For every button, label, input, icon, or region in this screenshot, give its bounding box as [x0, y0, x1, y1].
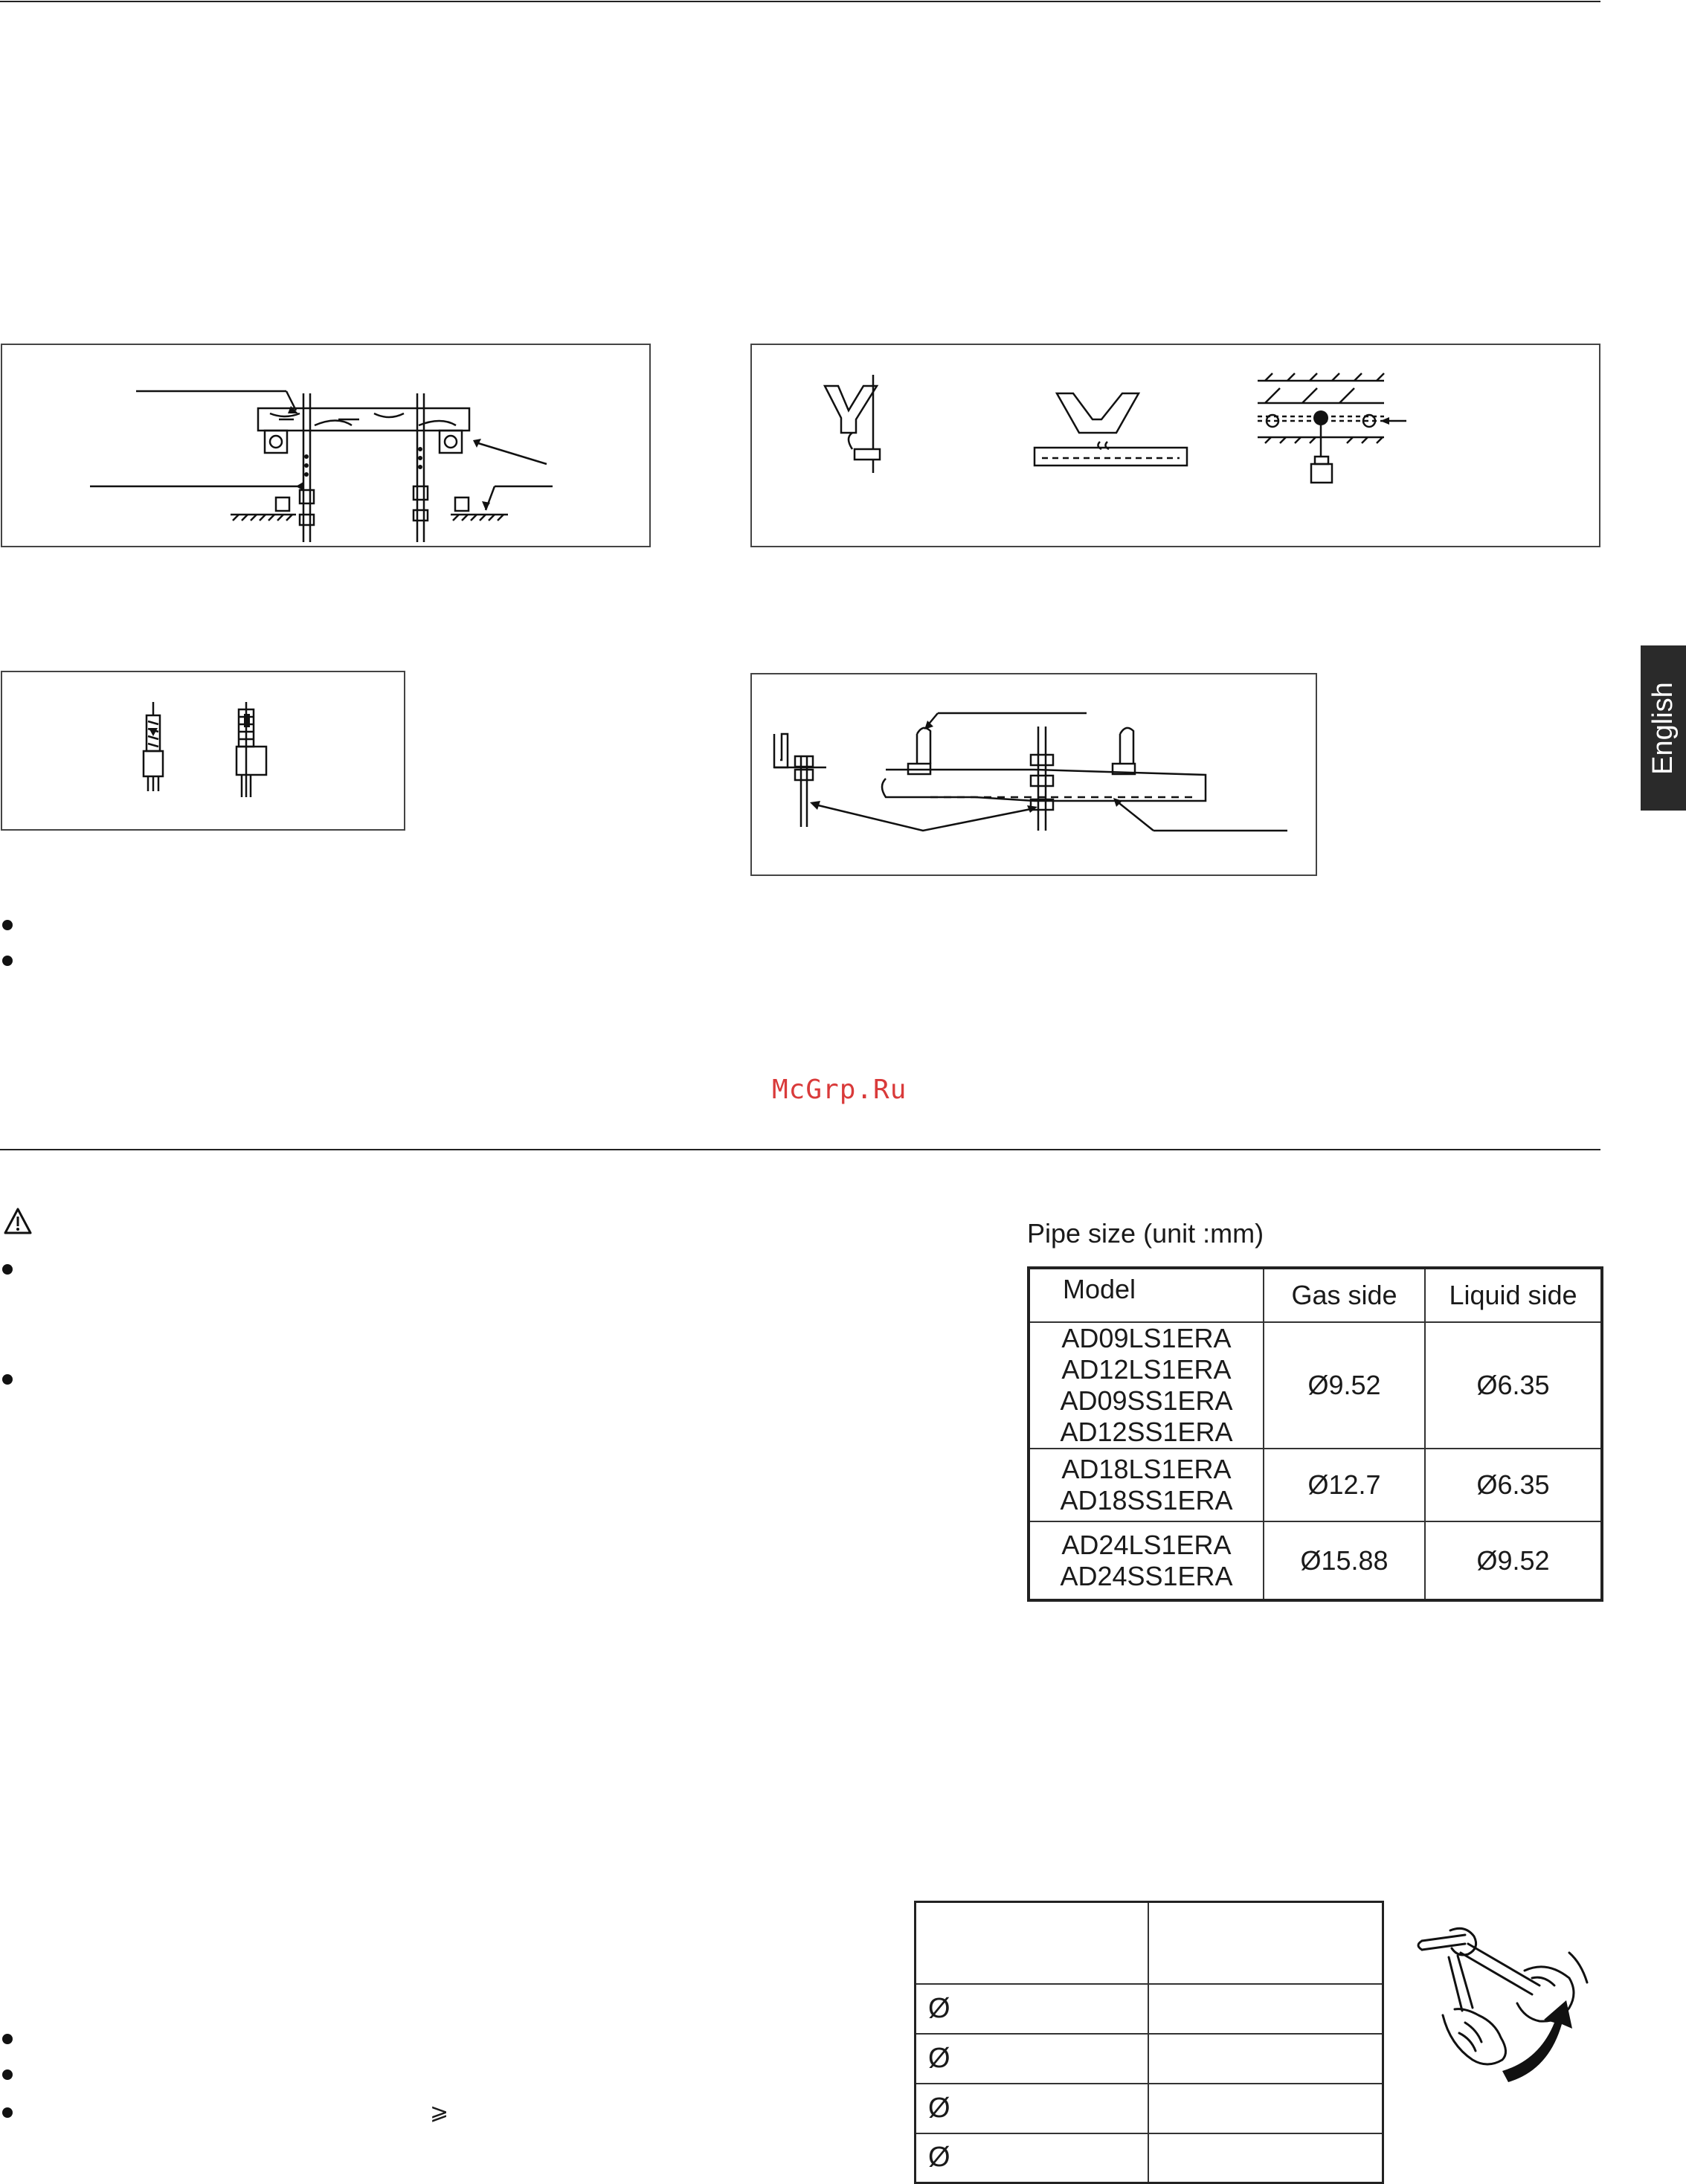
model-name: AD12LS1ERA — [1061, 1354, 1232, 1385]
torque-table — [914, 1901, 1384, 2184]
section-divider — [0, 1149, 1600, 1150]
model-cell — [1029, 1521, 1264, 1600]
torque-header-cell — [916, 1902, 1148, 1984]
model-name: AD24SS1ERA — [1060, 1560, 1233, 1591]
table-row — [916, 2034, 1383, 2084]
language-tab-label: English — [1647, 681, 1679, 775]
bullet-dot-icon — [2, 2107, 13, 2118]
hanging-bolt-diagram — [752, 674, 1319, 877]
greater-equal-symbol: ⩾ — [430, 2100, 449, 2125]
torque-value-cell — [1148, 2084, 1383, 2133]
model-cell — [1029, 1322, 1264, 1449]
model-name: AD12SS1ERA — [1060, 1417, 1233, 1447]
wood-beam-diagram — [2, 345, 652, 549]
torque-value-cell — [1148, 2133, 1383, 2183]
pipe-size-table — [1027, 1266, 1603, 1602]
table-header-row — [1029, 1268, 1602, 1322]
liquid-side-cell: Ø6.35 — [1425, 1322, 1602, 1449]
diameter-cell: Ø — [916, 2034, 1148, 2084]
model-name: AD24LS1ERA — [1061, 1529, 1232, 1560]
top-rule — [0, 1, 1600, 2]
figure-steel-anchors — [750, 344, 1600, 547]
torque-value-cell — [1148, 2034, 1383, 2084]
bullet-dot-icon — [2, 1264, 13, 1275]
model-name: AD18SS1ERA — [1060, 1485, 1233, 1515]
figure-anchor-bolts — [1, 671, 405, 831]
header-liquid-side: Liquid side — [1425, 1268, 1602, 1322]
bullet-dot-icon — [2, 1374, 13, 1385]
table-row — [1029, 1521, 1602, 1600]
table-row — [916, 1984, 1383, 2034]
anchor-bolt-diagram — [2, 672, 407, 832]
language-tab — [1641, 645, 1686, 811]
table-row — [1029, 1449, 1602, 1521]
model-cell — [1029, 1449, 1264, 1521]
table-row — [916, 2133, 1383, 2183]
warning-triangle-icon — [3, 1207, 33, 1239]
liquid-side-cell: Ø6.35 — [1425, 1449, 1602, 1521]
bullet-dot-icon — [2, 2069, 13, 2080]
watermark: McGrp.Ru — [772, 1075, 907, 1105]
liquid-side-cell: Ø9.52 — [1425, 1521, 1602, 1600]
wrench-hand-icon — [1413, 1911, 1592, 2101]
table-row — [1029, 1322, 1602, 1449]
figure-wood-beam-bolts — [1, 344, 651, 547]
pipe-size-title: Pipe size (unit :mm) — [1027, 1218, 1264, 1249]
model-name: AD09LS1ERA — [1061, 1323, 1232, 1353]
diameter-cell: Ø — [916, 2084, 1148, 2133]
gas-side-cell: Ø9.52 — [1264, 1322, 1425, 1449]
gas-side-cell: Ø12.7 — [1264, 1449, 1425, 1521]
figure-hanging-bolt-beam — [750, 673, 1317, 876]
steel-anchor-diagram — [752, 345, 1602, 549]
header-model: Model — [1029, 1268, 1264, 1322]
bullet-dot-icon — [2, 956, 13, 966]
model-name: AD09SS1ERA — [1060, 1385, 1233, 1416]
torque-value-cell — [1148, 1984, 1383, 2034]
model-name: AD18LS1ERA — [1061, 1454, 1232, 1484]
torque-header-row — [916, 1902, 1383, 1984]
bullet-dot-icon — [2, 2034, 13, 2044]
bullet-dot-icon — [2, 920, 13, 930]
table-row — [916, 2084, 1383, 2133]
gas-side-cell: Ø15.88 — [1264, 1521, 1425, 1600]
diameter-cell: Ø — [916, 1984, 1148, 2034]
torque-header-cell — [1148, 1902, 1383, 1984]
diameter-cell: Ø — [916, 2133, 1148, 2183]
header-gas-side: Gas side — [1264, 1268, 1425, 1322]
